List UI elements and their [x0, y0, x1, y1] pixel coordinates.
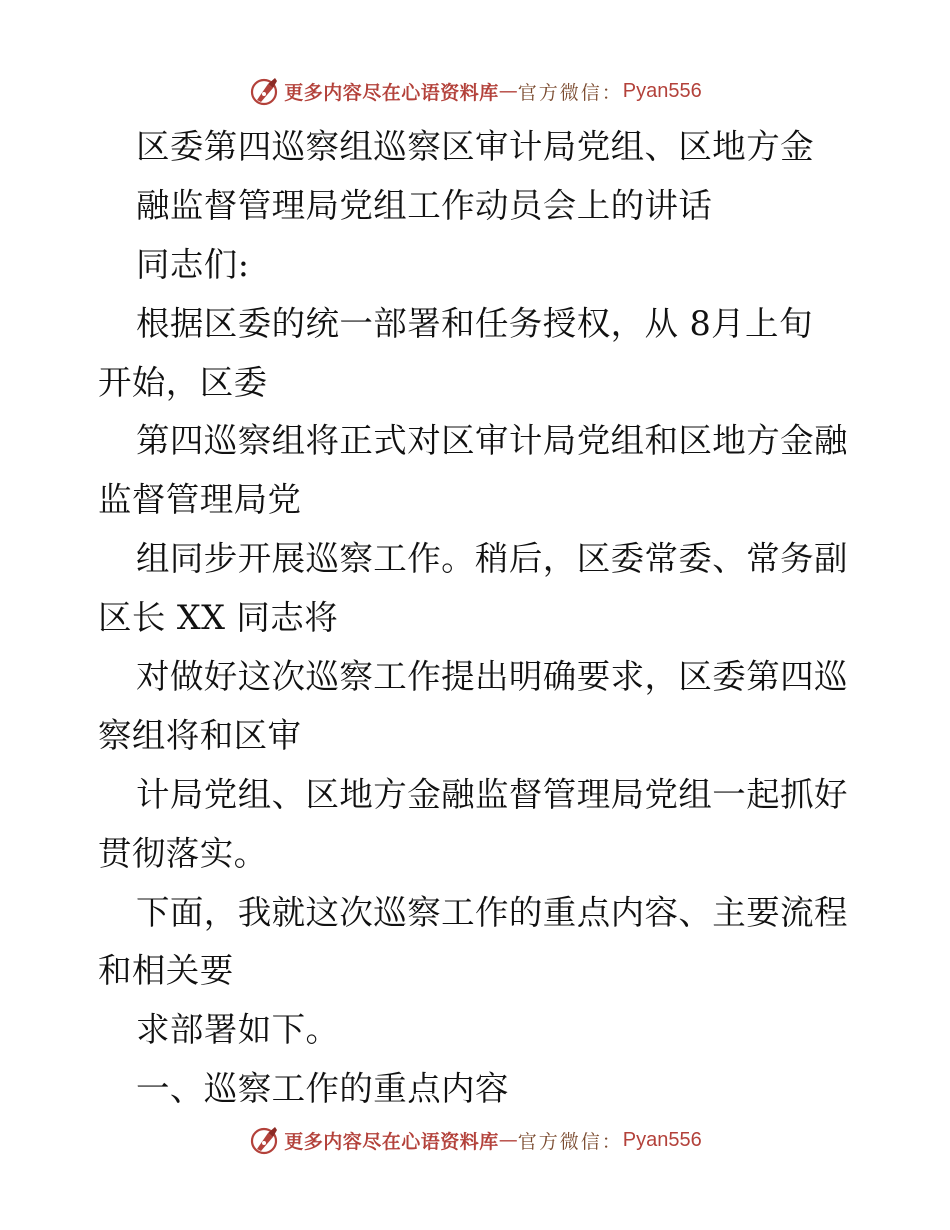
paragraph-line: 贯彻落实。 — [98, 833, 268, 873]
document-title-line-1: 区委第四巡察组巡察区审计局党组、区地方金 — [136, 127, 814, 166]
paragraph-line: 求部署如下。 — [136, 1010, 340, 1050]
paragraph-line: 和相关要 — [98, 951, 234, 991]
paragraph-line: 下面，我就这次巡察工作的重点内容、主要流程 — [136, 892, 848, 932]
document-title-line-2: 融监督管理局党组工作动员会上的讲话 — [136, 185, 713, 225]
section-heading: 一、巡察工作的重点内容 — [136, 1069, 509, 1109]
banner-wechat-label: 官方微信： — [517, 1130, 623, 1153]
banner-site-name: 更多内容尽在心语资料库 — [284, 1130, 499, 1153]
paragraph-line: 区长 XX 同志将 — [98, 598, 339, 638]
banner-dash: — — [498, 1129, 518, 1151]
pen-nib-logo-icon — [248, 75, 280, 107]
footer-watermark-banner — [0, 1120, 950, 1160]
paragraph-line: 第四巡察组将正式对区审计局党组和区地方金融 — [136, 421, 848, 461]
paragraph-line: 监督管理局党 — [98, 480, 302, 520]
banner-wechat-id: Pyan556 — [622, 79, 702, 102]
banner-wechat-id: Pyan556 — [622, 1128, 702, 1151]
banner-dash: — — [498, 80, 518, 102]
paragraph-line: 计局党组、区地方金融监督管理局党组一起抓好 — [136, 774, 848, 814]
paragraph-line: 对做好这次巡察工作提出明确要求，区委第四巡 — [136, 657, 848, 697]
salutation: 同志们: — [136, 244, 250, 284]
header-watermark-banner — [0, 71, 950, 111]
paragraph-line: 组同步开展巡察工作。稍后，区委常委、常务副 — [136, 539, 848, 579]
paragraph-line: 根据区委的统一部署和任务授权，从 8月上旬 — [136, 303, 813, 343]
paragraph-line: 察组将和区审 — [98, 715, 302, 755]
document-body — [98, 118, 858, 1119]
banner-site-name: 更多内容尽在心语资料库 — [284, 81, 499, 104]
pen-nib-logo-icon — [248, 1124, 280, 1156]
banner-wechat-label: 官方微信： — [517, 81, 623, 104]
paragraph-line: 开始，区委 — [98, 362, 268, 402]
